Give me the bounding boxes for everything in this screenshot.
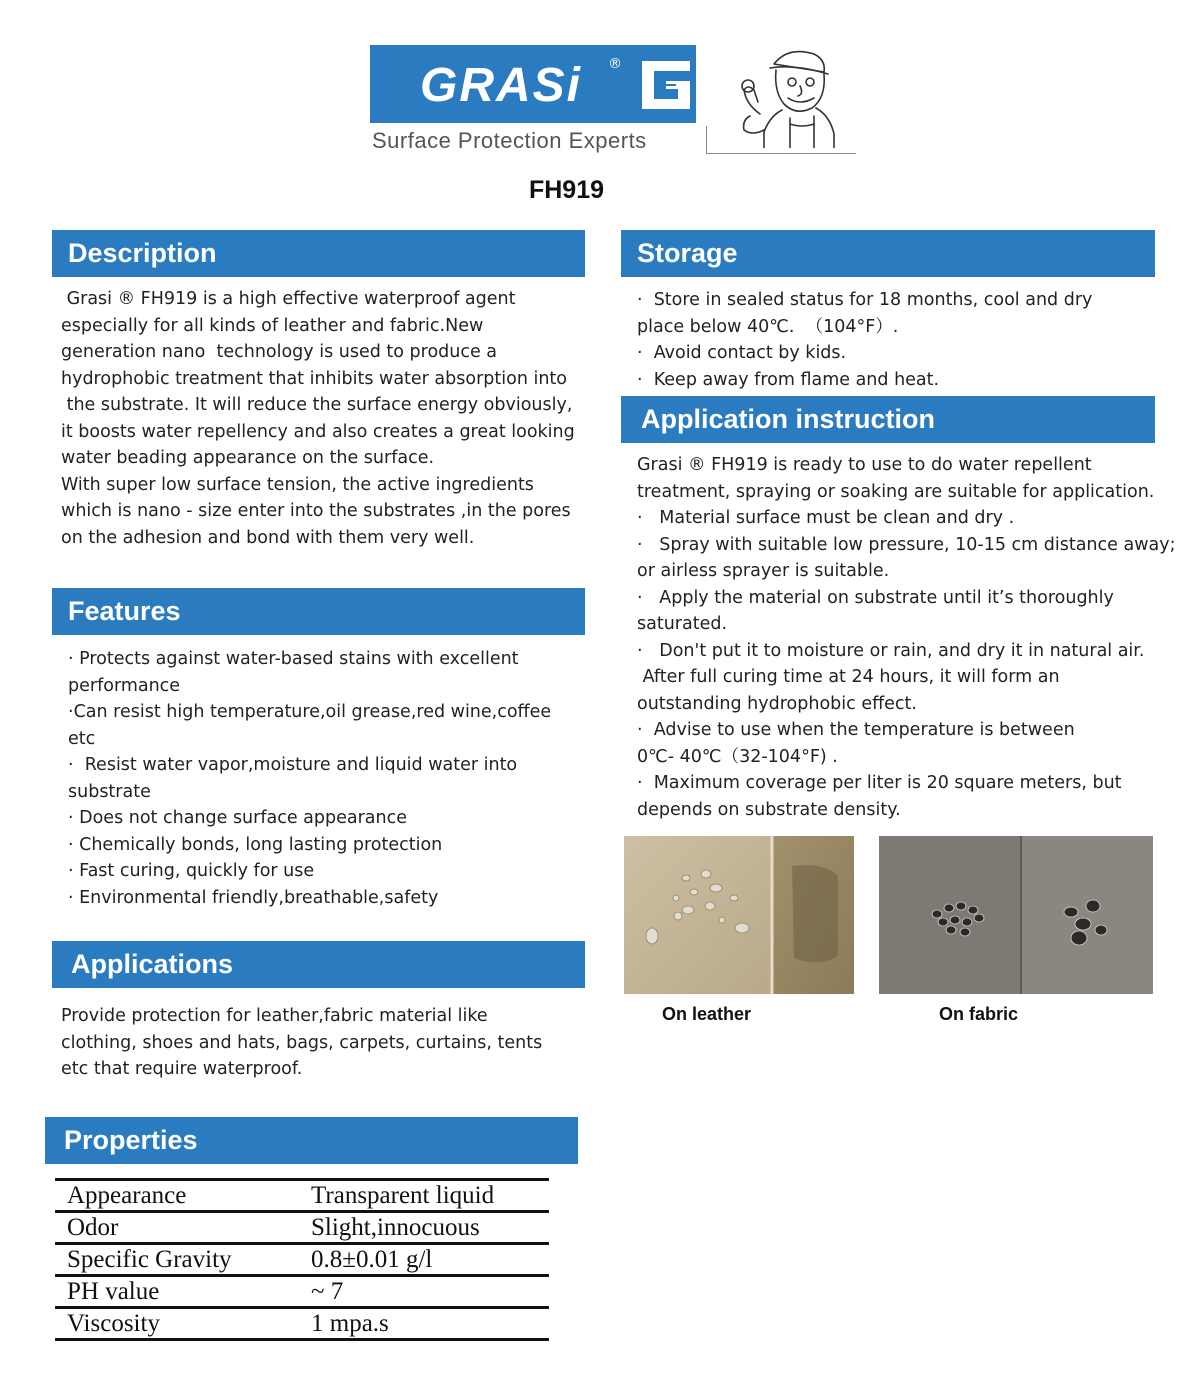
description-text — [61, 286, 591, 551]
fabric-photo-caption: On fabric — [939, 1004, 1019, 1024]
brand-registered-mark: ® — [608, 56, 622, 72]
storage-line: · Store in sealed status for 18 months, cool and dry — [637, 290, 1093, 310]
instruction-line: · Don't put it to moisture or rain, and dry it in natural air. — [637, 640, 1145, 661]
section-header-storage: Storage — [621, 230, 1155, 277]
application-instruction-text — [637, 452, 1197, 823]
logo-divider-horizontal — [706, 153, 856, 154]
property-label: Appearance — [55, 1180, 303, 1212]
brand-tagline: Surface Protection Experts — [372, 128, 647, 153]
description-line: hydrophobic treatment that inhibits water absorption into — [61, 368, 567, 389]
property-label: Specific Gravity — [55, 1244, 303, 1276]
property-value: Transparent liquid — [303, 1180, 549, 1212]
table-row — [55, 1308, 549, 1340]
worker-mascot-icon — [730, 44, 840, 148]
table-row — [55, 1212, 549, 1244]
instruction-line: saturated. — [637, 614, 728, 634]
properties-table — [55, 1178, 549, 1341]
product-code-title: FH919 — [528, 176, 605, 204]
logo-divider-vertical — [706, 126, 707, 154]
leather-photo-caption: On leather — [662, 1004, 752, 1024]
description-line: it boosts water repellency and also creates a great looking — [61, 421, 575, 442]
instruction-line: treatment, spraying or soaking are suitable for application. — [637, 481, 1155, 502]
description-line: generation nano technology is used to produce a — [61, 342, 498, 362]
instruction-line: · Apply the material on substrate until it’s thoroughly — [637, 587, 1114, 608]
description-line: Grasi ® FH919 is a high effective waterproof agent — [61, 289, 516, 309]
property-value: Slight,innocuous — [303, 1212, 549, 1244]
storage-text — [637, 287, 1192, 393]
instruction-line: 0℃- 40℃（32-104°F) . — [637, 746, 838, 767]
property-label: PH value — [55, 1276, 303, 1308]
feature-line: · Resist water vapor,moisture and liquid water into — [68, 755, 518, 775]
storage-line: · Keep away from flame and heat. — [637, 369, 940, 390]
feature-line: · Protects against water-based stains with excellent — [68, 649, 519, 669]
storage-line: place below 40℃. （104°F）. — [637, 316, 899, 337]
instruction-line: outstanding hydrophobic effect. — [637, 693, 917, 714]
fabric-test-photo — [879, 836, 1153, 994]
brand-name: GRASi — [420, 59, 583, 112]
brand-g-icon — [636, 55, 696, 113]
instruction-line: Grasi ® FH919 is ready to use to do water repellent — [637, 455, 1092, 475]
instruction-line: After full curing time at 24 hours, it will form an — [637, 667, 1060, 687]
instruction-line: or airless sprayer is suitable. — [637, 561, 890, 581]
features-list — [68, 646, 588, 911]
applications-line: clothing, shoes and hats, bags, carpets, curtains, tents — [61, 1032, 543, 1053]
description-line: especially for all kinds of leather and fabric.New — [61, 315, 484, 336]
feature-line: · Fast curing, quickly for use — [68, 861, 315, 881]
description-line: the substrate. It will reduce the surface energy obviously, — [61, 395, 573, 415]
feature-line: performance — [68, 675, 181, 696]
instruction-line: · Spray with suitable low pressure, 10-15 cm distance away; — [637, 534, 1176, 555]
description-line: water beading appearance on the surface. — [61, 448, 435, 468]
table-row — [55, 1180, 549, 1212]
section-header-features: Features — [52, 588, 585, 635]
feature-line: etc — [68, 728, 96, 749]
description-line: which is nano - size enter into the substrates ,in the pores — [61, 501, 571, 521]
property-label: Viscosity — [55, 1308, 303, 1340]
applications-line: etc that require waterproof. — [61, 1059, 303, 1079]
applications-text — [61, 1003, 581, 1083]
feature-line: substrate — [68, 781, 151, 802]
instruction-line: · Advise to use when the temperature is between — [637, 720, 1075, 740]
section-header-properties: Properties — [45, 1117, 578, 1164]
feature-line: · Environmental friendly,breathable,safety — [68, 887, 439, 908]
section-header-description: Description — [52, 230, 585, 277]
instruction-line: · Maximum coverage per liter is 20 square meters, but — [637, 773, 1122, 793]
feature-line: · Chemically bonds, long lasting protection — [68, 834, 443, 855]
section-header-applications: Applications — [52, 941, 585, 988]
description-line: on the adhesion and bond with them very well. — [61, 527, 475, 548]
property-label: Odor — [55, 1212, 303, 1244]
table-row — [55, 1244, 549, 1276]
storage-line: · Avoid contact by kids. — [637, 343, 847, 363]
property-value: ~ 7 — [303, 1276, 549, 1308]
feature-line: · Does not change surface appearance — [68, 808, 408, 828]
property-value: 1 mpa.s — [303, 1308, 549, 1340]
instruction-line: · Material surface must be clean and dry . — [637, 508, 1015, 528]
feature-line: ·Can resist high temperature,oil grease,red wine,coffee — [68, 702, 552, 722]
applications-line: Provide protection for leather,fabric material like — [61, 1006, 488, 1026]
property-value: 0.8±0.01 g/l — [303, 1244, 549, 1276]
description-line: With super low surface tension, the active ingredients — [61, 474, 534, 495]
table-row — [55, 1276, 549, 1308]
section-header-application-instruction: Application instruction — [621, 396, 1155, 443]
leather-test-photo — [624, 836, 854, 994]
instruction-line: depends on substrate density. — [637, 799, 901, 820]
